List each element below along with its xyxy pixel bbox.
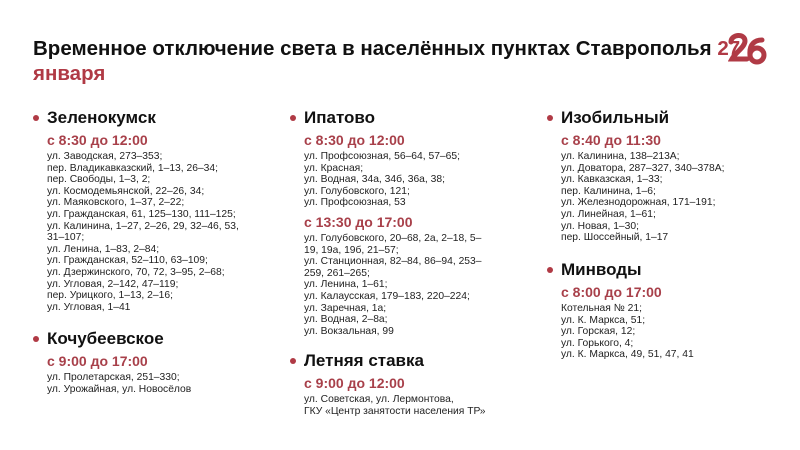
- city-name: [33, 107, 283, 129]
- outage-time: с 8:00 до 17:00: [561, 284, 662, 300]
- street-item: ул. Заречная, 1а;: [304, 302, 387, 314]
- street-item: ул. Станционная, 82–84, 86–94, 253–: [304, 256, 482, 268]
- city-name: [547, 259, 797, 281]
- outage-section: [33, 131, 283, 313]
- city-label: Летняя ставка: [304, 351, 424, 370]
- bullet-icon: [33, 336, 39, 342]
- bullet-icon: [290, 115, 296, 121]
- location-minvody: [547, 259, 797, 361]
- street-item: ул. Пролетарская, 251–330;: [47, 372, 180, 383]
- outage-section: [547, 283, 797, 361]
- location-ipatovo: [290, 107, 540, 337]
- city-label: Зеленокумск: [47, 108, 156, 127]
- logo-26-icon: [728, 32, 768, 68]
- outage-section: [33, 352, 283, 395]
- street-item: ул. Калаусская, 179–183, 220–224;: [304, 290, 470, 302]
- street-item: ул. Профсоюзная, 53: [304, 197, 406, 209]
- street-item: пер. Шоссейный, 1–17: [561, 232, 669, 244]
- city-name: [290, 107, 540, 129]
- city-name: [547, 107, 797, 129]
- outage-time: с 8:30 до 12:00: [304, 132, 405, 148]
- title-date: 27 января: [33, 37, 741, 85]
- bullet-icon: [290, 358, 296, 364]
- street-item: ул. Кавказская, 1–33;: [561, 174, 663, 186]
- title-main: Временное отключение света в населённых пунктах Ставрополья: [33, 37, 712, 60]
- street-list: [47, 372, 283, 395]
- street-list: [561, 151, 797, 244]
- bullet-icon: [33, 115, 39, 121]
- street-item: ул. Голубовского, 121;: [304, 185, 410, 197]
- city-name: [290, 350, 540, 372]
- street-item: ул. Голубовского, 20–68, 2а, 2–18, 5–: [304, 232, 482, 244]
- location-kochubeevskoe: [33, 328, 283, 395]
- outage-section: [290, 374, 540, 417]
- street-item: ул. Калинина, 1–27, 2–26, 29, 32–46, 53,: [47, 220, 239, 232]
- street-list: [561, 303, 797, 361]
- outage-section: [290, 131, 540, 209]
- street-item: 19, 19а, 19б, 21–57;: [304, 244, 399, 256]
- bullet-icon: [547, 267, 553, 273]
- street-item: ул. Горького, 4;: [561, 337, 634, 349]
- outage-time: с 8:30 до 12:00: [47, 132, 148, 148]
- outage-time: с 13:30 до 17:00: [304, 213, 413, 230]
- street-item: ул. Ленина, 1–83, 2–84;: [47, 243, 160, 255]
- street-item: ул. Горская, 12;: [561, 326, 636, 338]
- street-item: пер. Калинина, 1–6;: [561, 185, 656, 197]
- street-item: 259, 261–265;: [304, 267, 370, 279]
- bullet-icon: [547, 115, 553, 121]
- street-item: ул. Красная;: [304, 162, 364, 174]
- city-label: Минводы: [561, 260, 642, 279]
- location-letnyaya-stavka: [290, 350, 540, 417]
- street-list: [304, 233, 540, 337]
- street-list: [304, 394, 540, 417]
- street-item: 31–107;: [47, 232, 85, 244]
- street-list: [304, 151, 540, 209]
- street-item: ул. Космодемьянской, 22–26, 34;: [47, 185, 205, 197]
- street-item: ул. Маяковского, 1–37, 2–22;: [47, 197, 185, 209]
- street-item: ул. Заводская, 273–353;: [47, 151, 163, 162]
- street-item: пер. Владикавказский, 1–13, 26–34;: [47, 162, 218, 174]
- page-title: [33, 36, 800, 86]
- street-item: ул. Угловая, 1–41: [47, 301, 131, 313]
- location-zelenokumsk: [33, 107, 283, 313]
- outage-time: с 8:40 до 11:30: [561, 132, 661, 148]
- outage-section: [290, 213, 540, 337]
- street-item: ул. Доватора, 287–327, 340–378А;: [561, 162, 725, 174]
- street-item: ул. Линейная, 1–61;: [561, 208, 656, 220]
- street-item: ГКУ «Центр занятости населения ТР»: [304, 405, 486, 417]
- city-label: Изобильный: [561, 108, 670, 127]
- street-item: Котельная № 21;: [561, 303, 642, 314]
- street-item: ул. Водная, 2–8а;: [304, 314, 388, 326]
- street-item: ул. Профсоюзная, 56–64, 57–65;: [304, 151, 460, 162]
- city-name: [33, 328, 283, 350]
- street-item: ул. Урожайная, ул. Новосёлов: [47, 383, 192, 395]
- street-item: ул. Калинина, 138–213А;: [561, 151, 680, 162]
- street-item: пер. Урицкого, 1–13, 2–16;: [47, 290, 173, 302]
- city-label: Ипатово: [304, 108, 376, 127]
- outage-time: с 9:00 до 17:00: [47, 353, 148, 369]
- outage-section: [547, 131, 797, 244]
- street-item: ул. К. Маркса, 51;: [561, 314, 646, 326]
- street-item: ул. К. Маркса, 49, 51, 47, 41: [561, 349, 694, 361]
- street-item: ул. Ленина, 1–61;: [304, 279, 388, 291]
- street-item: ул. Вокзальная, 99: [304, 325, 394, 337]
- street-item: ул. Гражданская, 52–110, 63–109;: [47, 255, 208, 267]
- street-item: ул. Угловая, 2–142, 47–119;: [47, 278, 179, 290]
- outage-time: с 9:00 до 12:00: [304, 375, 405, 391]
- street-item: пер. Свободы, 1–3, 2;: [47, 174, 151, 186]
- street-list: [47, 151, 283, 313]
- location-izobilny: [547, 107, 797, 244]
- street-item: ул. Новая, 1–30;: [561, 220, 639, 232]
- city-label: Кочубеевское: [47, 329, 164, 348]
- street-item: ул. Железнодорожная, 171–191;: [561, 197, 716, 209]
- street-item: ул. Советская, ул. Лермонтова,: [304, 394, 454, 405]
- street-item: ул. Водная, 34а, 34б, 36а, 38;: [304, 174, 445, 186]
- street-item: ул. Гражданская, 61, 125–130, 111–125;: [47, 208, 236, 220]
- street-item: ул. Дзержинского, 70, 72, 3–95, 2–68;: [47, 266, 225, 278]
